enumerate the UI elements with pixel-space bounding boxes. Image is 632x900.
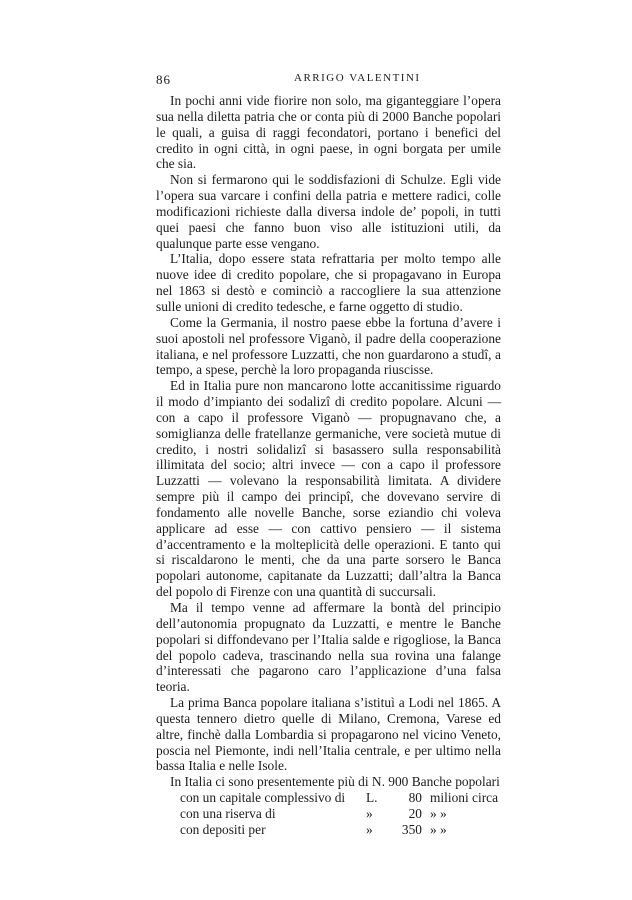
table-row: [156, 806, 501, 822]
body-text: [156, 93, 501, 838]
statistics-table: [156, 790, 501, 838]
row-label: con una riserva di: [180, 805, 276, 821]
table-row: [156, 790, 501, 806]
row-rest: milioni circa: [430, 790, 499, 806]
paragraph: In pochi anni vide fiorire non solo, ma giganteggiare l’opera sua nella diletta patria che or conta più di 2000 Banche popolari le quali, a guisa di raggi fecondatori, portano i benefici del credito in ogni città, in ogni paese, in ogni borgata per umile che sia.: [156, 93, 501, 172]
paragraph: Come la Germania, il nostro paese ebbe la fortuna d’avere i suoi apostoli nel professore Viganò, il padre della cooperazione italiana, e nel professore Luzzatti, che non guardarono a studî, a tempo, a spese, perchè la loro propaganda riuscisse.: [156, 314, 501, 378]
row-label: con depositi per: [180, 821, 266, 837]
row-unit: »: [366, 821, 373, 837]
paragraph: Ed in Italia pure non mancarono lotte accanitissime riguardo il modo d’impianto dei sodalizî di credito popolare. Alcuni — con a capo il professore Viganò — propugnavano che, a somiglianza delle fratellanze germaniche, vere società mutue di credito, i nostri solidalizî si basassero sulla responsabilità illimitata del socio; altri invece — con a capo il professore Luzzatti — volevano la responsabilità limitata. A dividere sempre più il campo dei principî, che dovevano servire di fondamento alle novelle Banche, sorse eziandio chi voleva applicare ad esse — con cattivo pensiero — il sistema d’accentramento e la molteplicità delle operazioni. E tanto qui si riscaldarono le menti, che da una parte sorsero le Banca popolari autonome, capitanate da Luzzatti; dall’altra la Banca del popolo di Firenze con una quantità di succursali.: [156, 378, 501, 600]
row-rest: » »: [430, 805, 447, 821]
table-row: [156, 822, 501, 838]
paragraph: La prima Banca popolare italiana s’istituì a Lodi nel 1865. A questa tennero dietro quelle di Milano, Cremona, Varese ed altre, finchè dalla Lombardia si propagarono nel vicino Veneto, poscia nel Piemonte, indi nell’Italia centrale, e per ultimo nella bassa Italia e nelle Isole.: [156, 695, 501, 774]
paragraph: Ma il tempo venne ad affermare la bontà del principio dell’autonomia propugnato da Luzzatti, e mentre le Banche popolari si diffondevano per l’Italia salde e rigogliose, la Banca del popolo cadeva, trascinando nella sua rovina una falange d’interessati che pagarono caro l’applicazione d’una falsa teoria.: [156, 600, 501, 695]
running-title: ARRIGO VALENTINI: [294, 72, 421, 84]
row-value: 350: [401, 821, 422, 837]
row-value: 80: [408, 790, 422, 806]
row-unit: L.: [366, 790, 378, 806]
paragraph: In Italia ci sono presentemente più di N. 900 Banche popolari: [170, 774, 500, 790]
page-number: 86: [156, 72, 171, 87]
row-value: 20: [408, 805, 422, 821]
row-label: con un capitale complessivo di: [180, 790, 346, 806]
row-rest: » »: [430, 821, 447, 837]
paragraph: L’Italia, dopo essere stata refrattaria per molto tempo alle nuove idee di credito popolare, che si propagavano in Europa nel 1863 si destò e cominciò a raccogliere la sua attenzione sulle unioni di credito tedesche, e farne oggetto di studio.: [156, 251, 501, 314]
paragraph: Non si fermarono qui le soddisfazioni di Schulze. Egli vide l’opera sua varcare i confini della patria e mettere radici, colle modificazioni richieste dalla diversa indole de’ popoli, in tutti quei paesi che fanno buon viso alle istituzioni utili, da qualunque parte esse vengano.: [156, 172, 501, 251]
page-header: [156, 72, 498, 90]
row-unit: »: [366, 805, 373, 821]
